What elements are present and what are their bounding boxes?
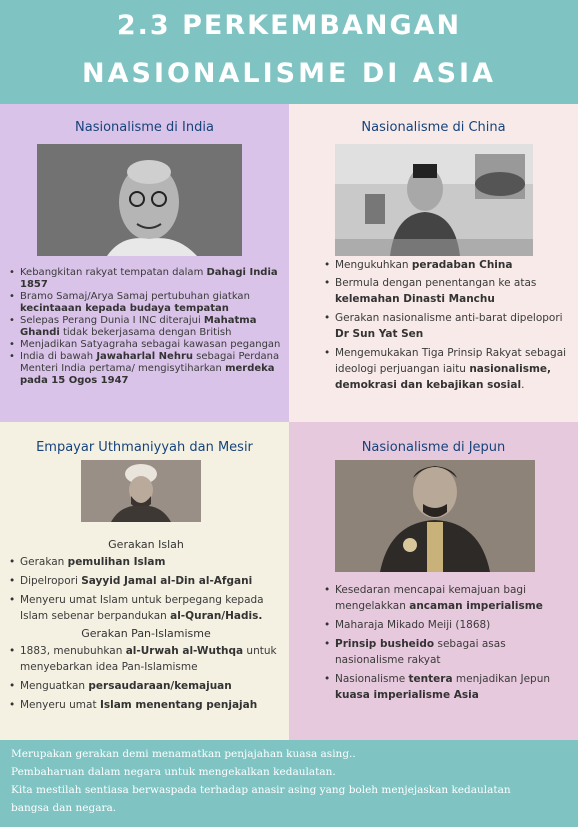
list-item: • Mengemukakan Tiga Prinsip Rakyat sebagai ideologi perjuangan iaitu nasionalisme, demokrasi dan kebajikan sosial. [324,345,572,393]
header [0,0,578,104]
footer-line: Pembaharuan dalam negara untuk mengekalkan kedaulatan. [11,766,336,778]
panel-china [289,104,578,422]
list-item: • Bramo Samaj/Arya Samaj pertubuhan giatkan kecintaaan kepada budaya tempatan [9,291,281,315]
list-item: • 1883, menubuhkan al-Urwah al-Wuthqa untuk menyebarkan idea Pan-Islamisme [9,643,283,675]
page-title-line2: NASIONALISME DI ASIA [82,58,496,89]
section-heading: Gerakan Islah [108,538,184,551]
gandhi-portrait-icon [37,144,242,256]
al-afgani-portrait-icon [81,460,201,522]
panel-title: Nasionalisme di India [75,120,214,135]
list-item: • Gerakan pemulihan Islam [9,554,283,570]
list-item: • Menguatkan persaudaraan/kemajuan [9,678,283,694]
panel-title: Nasionalisme di China [361,120,506,135]
list-item: • Kebangkitan rakyat tempatan dalam Dahagi India 1857 [9,267,281,291]
footer-line: bangsa dan negara. [11,802,117,814]
list-item: • Menyeru umat Islam menentang penjajah [9,697,283,713]
list-item: • Menyeru umat Islam untuk berpegang kepada Islam sebenar berpandukan al-Quran/Hadis. [9,592,283,624]
jepun-list [324,582,572,703]
panel-title: Empayar Uthmaniyyah dan Mesir [36,440,253,455]
footer-line: Merupakan gerakan demi menamatkan penjajahan kuasa asing.. [11,748,356,760]
list-item: • Kesedaran mencapai kemajuan bagi mengelakkan ancaman imperialisme [324,582,572,614]
panel-india [0,104,289,422]
list-item: • Mengukuhkan peradaban China [324,259,572,272]
list-item: • Bermula dengan penentangan ke atas kelemahan Dinasti Manchu [324,275,572,307]
list-item: • Selepas Perang Dunia I INC diterajui Mahatma Ghandi tidak bekerjasama dengan British [9,315,281,339]
list-item: • India di bawah Jawaharlal Nehru sebagai Perdana Menteri India pertama/ mengisytiharkan merdeka pada 15 Ogos 1947 [9,351,281,387]
list-item: • Gerakan nasionalisme anti-barat dipelopori Dr Sun Yat Sen [324,310,572,342]
list-item: • Maharaja Mikado Meiji (1868) [324,617,572,633]
meiji-portrait-icon [335,460,535,572]
china-list [324,259,572,393]
list-item: • Menjadikan Satyagraha sebagai kawasan pegangan [9,339,281,351]
india-list [9,267,281,387]
page-title-line1: 2.3 PERKEMBANGAN [116,10,462,41]
panel-jepun [289,422,578,740]
section-heading: Gerakan Pan-Islamisme [81,627,211,640]
footer-line: Kita mestilah sentiasa berwaspada terhadap anasir asing yang boleh menjejaskan kedaulatan [11,784,511,796]
list-item: • Prinsip busheido sebagai asas nasionalisme rakyat [324,636,572,668]
footer [0,740,578,827]
sun-yat-sen-portrait-icon [335,144,533,256]
uthmaniyyah-list [9,538,283,713]
panel-title: Nasionalisme di Jepun [361,440,506,455]
list-item: • Dipelropori Sayyid Jamal al-Din al-Afgani [9,573,283,589]
panel-uthmaniyyah [0,422,289,740]
list-item: • Nasionalisme tentera menjadikan Jepun kuasa imperialisme Asia [324,671,572,703]
